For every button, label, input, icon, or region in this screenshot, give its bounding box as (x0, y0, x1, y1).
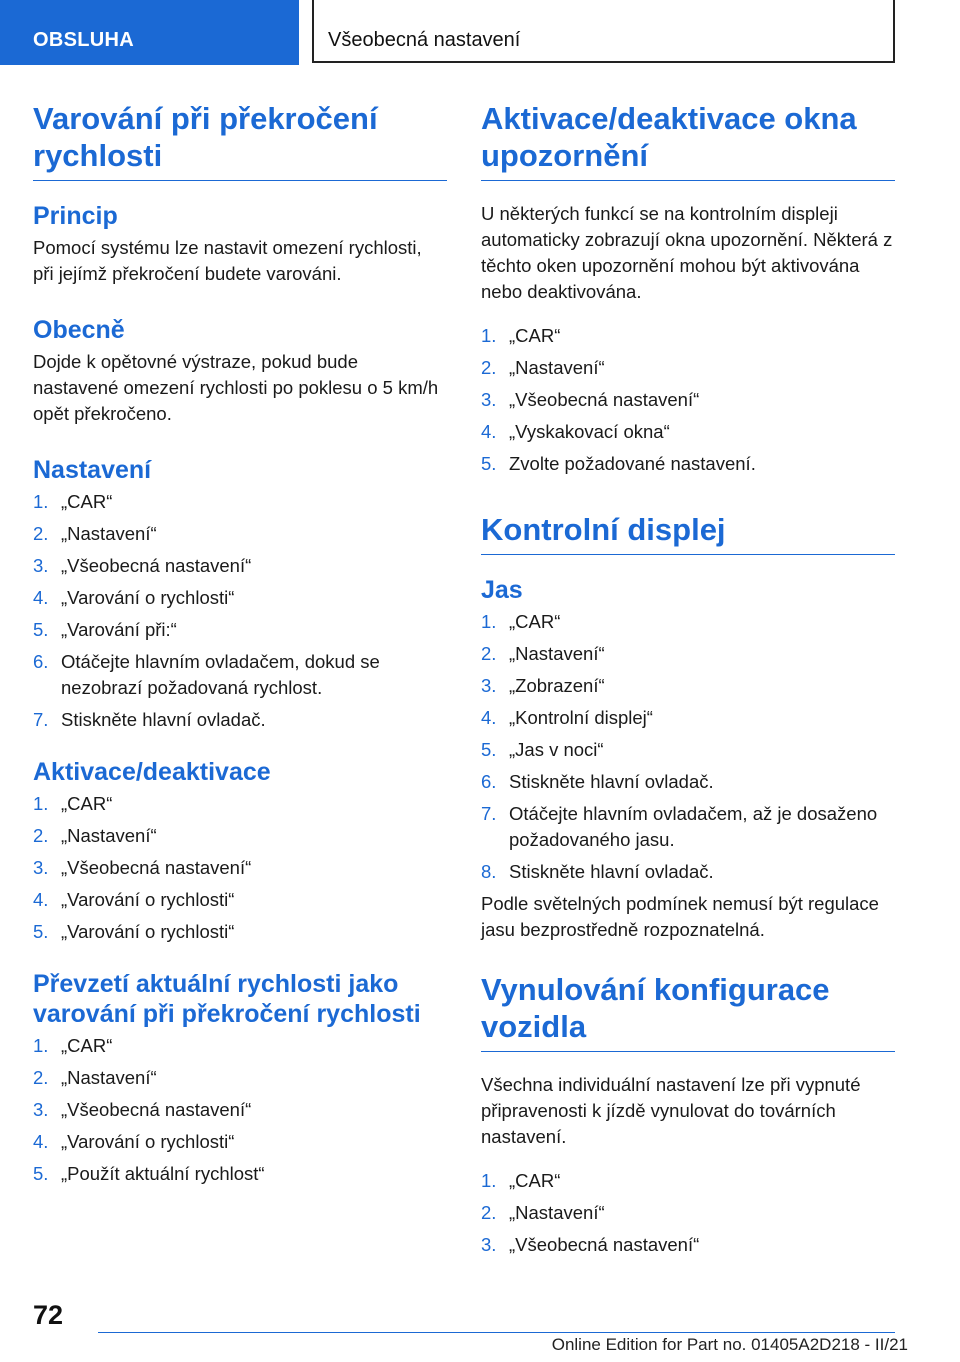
step-number: 8. (481, 861, 497, 882)
heading-obecne: Obecně (33, 316, 125, 344)
step-text: „Nastavení“ (509, 357, 605, 378)
step-text: „Nastavení“ (61, 523, 157, 544)
step-number: 1. (481, 611, 497, 632)
step-item (481, 355, 895, 381)
obecne-text: Dojde k opětovné výstraze, pokud bude nastavené omezení rychlosti po poklesu o 5 km/h opět překročeno. (33, 351, 439, 424)
step-text: „Všeobecná nastavení“ (509, 1234, 700, 1255)
step-item (481, 769, 895, 795)
step-text: „Jas v noci“ (509, 739, 604, 760)
step-item (33, 521, 447, 547)
step-number: 3. (33, 555, 49, 576)
step-text: „CAR“ (509, 325, 561, 346)
step-number: 1. (33, 793, 49, 814)
step-number: 2. (481, 1202, 497, 1223)
step-text: Stiskněte hlavní ovladač. (509, 861, 714, 882)
step-item (33, 553, 447, 579)
header-box (312, 0, 895, 63)
step-item (33, 617, 447, 643)
section-title-popup-windows: Aktivace/deaktivace okna upozornění (481, 101, 857, 173)
step-number: 2. (481, 643, 497, 664)
step-item (481, 609, 895, 635)
heading-princip: Princip (33, 202, 118, 230)
step-text: „Všeobecná nastavení“ (509, 389, 700, 410)
heading-nastaveni: Nastavení (33, 456, 152, 484)
step-number: 1. (33, 1035, 49, 1056)
step-number: 5. (481, 453, 497, 474)
step-text: „Zobrazení“ (509, 675, 605, 696)
step-text: „Všeobecná nastavení“ (61, 555, 252, 576)
step-text: „Varování při:“ (61, 619, 177, 640)
step-item (481, 705, 895, 731)
step-item (33, 791, 447, 817)
header-title: Všeobecná nastavení (328, 29, 521, 51)
step-item (481, 387, 895, 413)
step-item (481, 323, 895, 349)
footer-edition: Online Edition for Part no. 01405A2D218 - II/21 (551, 1335, 908, 1354)
step-number: 5. (33, 619, 49, 640)
step-text: „CAR“ (509, 611, 561, 632)
step-number: 3. (481, 675, 497, 696)
step-text: „Varování o rychlosti“ (61, 587, 235, 608)
step-text: Zvolte požadované nastavení. (509, 453, 756, 474)
step-number: 2. (481, 357, 497, 378)
step-number: 5. (481, 739, 497, 760)
jas-note: Podle světelných podmínek nemusí být regulace jasu bezprostředně rozpoznatelná. (481, 893, 879, 940)
title-rule (33, 180, 447, 181)
step-number: 4. (33, 1131, 49, 1152)
step-text: „Všeobecná nastavení“ (61, 857, 252, 878)
step-item (33, 649, 447, 701)
step-text: „Varování o rychlosti“ (61, 889, 235, 910)
page-number: 72 (33, 1300, 64, 1330)
step-text: Stiskněte hlavní ovladač. (509, 771, 714, 792)
step-number: 7. (33, 709, 49, 730)
footer-rule (98, 1332, 895, 1333)
step-item (33, 919, 447, 945)
step-number: 3. (481, 389, 497, 410)
section-title-speed-warning: Varování při překročení rychlosti (33, 101, 378, 173)
step-item (481, 1168, 895, 1194)
step-number: 1. (481, 1170, 497, 1191)
step-number: 3. (33, 1099, 49, 1120)
step-text: „Nastavení“ (61, 1067, 157, 1088)
step-item (33, 1129, 447, 1155)
title-rule (481, 180, 895, 181)
steps-prevzeti (33, 1033, 447, 1187)
step-item (481, 673, 895, 699)
step-text: „CAR“ (61, 793, 113, 814)
step-item (481, 859, 895, 885)
step-text: Otáčejte hlavním ovladačem, až je dosaženo požadovaného jasu. (509, 803, 878, 850)
step-number: 2. (33, 1067, 49, 1088)
step-number: 3. (481, 1234, 497, 1255)
steps-okna (481, 323, 895, 477)
step-text: „CAR“ (61, 1035, 113, 1056)
steps-aktivace (33, 791, 447, 945)
vynulovani-text: Všechna individuální nastavení lze při vypnuté připravenosti k jízdě vynulovat do továrních nastavení. (481, 1074, 861, 1147)
step-number: 1. (481, 325, 497, 346)
step-item (481, 801, 895, 853)
step-text: „Nastavení“ (509, 643, 605, 664)
step-item (33, 1161, 447, 1187)
step-text: „Kontrolní displej“ (509, 707, 653, 728)
okna-text: U některých funkcí se na kontrolním displeji automaticky zobrazují okna upozornění. Některá z těchto oken upozornění mohou být aktivována nebo deaktivována. (481, 203, 893, 302)
step-item (481, 641, 895, 667)
step-text: „CAR“ (509, 1170, 561, 1191)
step-number: 7. (481, 803, 497, 824)
step-item (481, 451, 895, 477)
step-text: „Vyskakovací okna“ (509, 421, 670, 442)
step-item (33, 585, 447, 611)
step-item (33, 855, 447, 881)
step-text: „Všeobecná nastavení“ (61, 1099, 252, 1120)
title-rule (481, 1051, 895, 1052)
step-number: 6. (481, 771, 497, 792)
princip-text: Pomocí systému lze nastavit omezení rychlosti, při jejímž překročení budete varováni. (33, 237, 422, 284)
steps-vynulovani (481, 1168, 895, 1258)
step-number: 3. (33, 857, 49, 878)
step-number: 4. (481, 421, 497, 442)
step-item (481, 1232, 895, 1258)
step-number: 4. (33, 889, 49, 910)
step-text: Otáčejte hlavním ovladačem, dokud se nezobrazí požadovaná rychlost. (61, 651, 380, 698)
steps-nastaveni (33, 489, 447, 733)
step-text: „Varování o rychlosti“ (61, 921, 235, 942)
step-item (33, 823, 447, 849)
step-text: „Nastavení“ (61, 825, 157, 846)
step-number: 5. (33, 1163, 49, 1184)
step-item (33, 1065, 447, 1091)
section-title-control-display: Kontrolní displej (481, 512, 726, 547)
step-item (481, 419, 895, 445)
step-number: 4. (33, 587, 49, 608)
heading-jas: Jas (481, 576, 523, 604)
step-item (33, 1097, 447, 1123)
section-title-reset-config: Vynulování konfigurace vozidla (481, 972, 830, 1044)
step-number: 2. (33, 523, 49, 544)
step-item (481, 737, 895, 763)
step-text: „Použít aktuální rychlost“ (61, 1163, 265, 1184)
right-column (481, 100, 895, 1264)
steps-jas (481, 609, 895, 885)
step-number: 1. (33, 491, 49, 512)
step-item (33, 887, 447, 913)
step-item (33, 489, 447, 515)
title-rule (481, 554, 895, 555)
step-number: 2. (33, 825, 49, 846)
step-text: „Nastavení“ (509, 1202, 605, 1223)
step-number: 6. (33, 651, 49, 672)
step-item (481, 1200, 895, 1226)
section-tab: OBSLUHA (0, 0, 299, 65)
heading-prevzeti: Převzetí aktuální rychlosti jako varování při překročení rychlosti (33, 970, 421, 1028)
step-item (33, 1033, 447, 1059)
step-item (33, 707, 447, 733)
heading-aktivace: Aktivace/deaktivace (33, 758, 271, 786)
left-column (33, 100, 447, 1193)
step-text: „Varování o rychlosti“ (61, 1131, 235, 1152)
step-number: 5. (33, 921, 49, 942)
step-text: Stiskněte hlavní ovladač. (61, 709, 266, 730)
step-text: „CAR“ (61, 491, 113, 512)
step-number: 4. (481, 707, 497, 728)
